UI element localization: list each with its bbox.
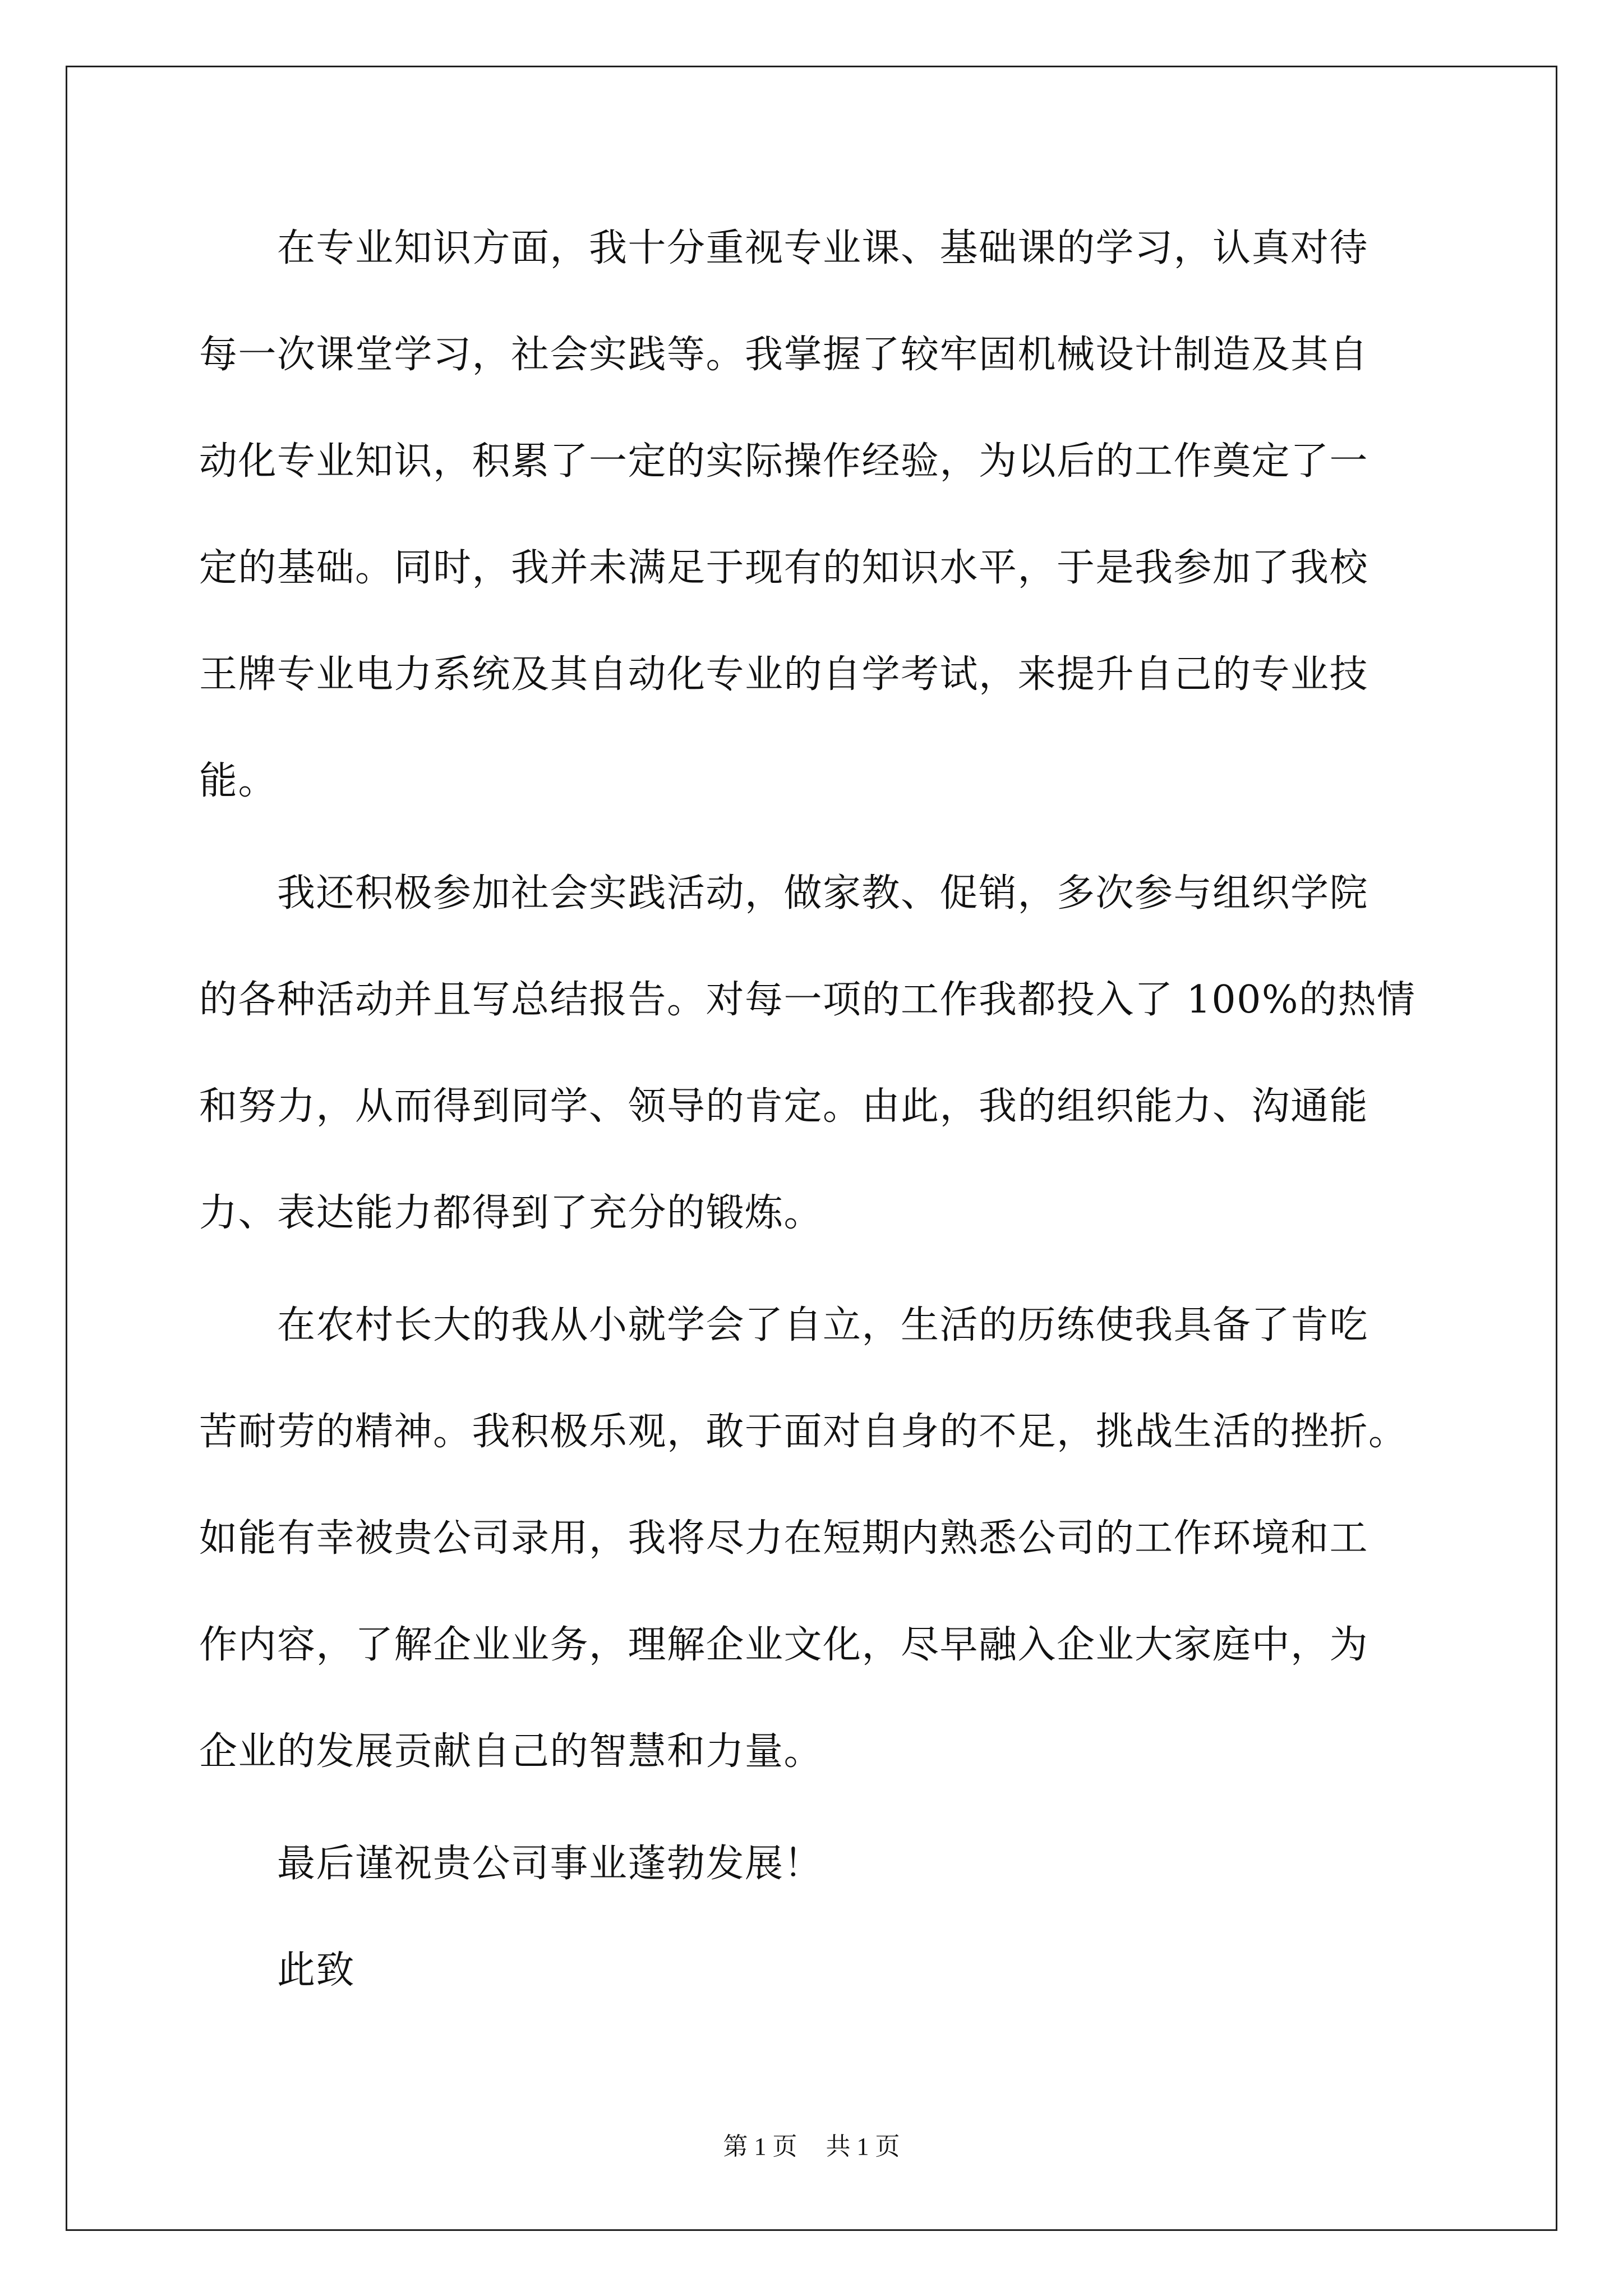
- paragraph-social-practice: [199, 867, 1433, 1240]
- paragraph-professional-knowledge: [199, 222, 1433, 808]
- page-number: 第 1 页: [723, 2133, 797, 2160]
- text-line: 作内容，了解企业业务，理解企业文化，尽早融入企业大家庭中，为: [199, 1623, 1369, 1667]
- text-line: 力、表达能力都得到了充分的锻炼。: [199, 1191, 823, 1235]
- text-line: 如能有幸被贵公司录用，我将尽力在短期内熟悉公司的工作环境和工: [199, 1516, 1369, 1561]
- text-line: 的各种活动并且写总结报告。对每一项的工作我都投入了 100%的热情: [199, 978, 1416, 1022]
- text-line: 企业的发展贡献自己的智慧和力量。: [199, 1729, 823, 1774]
- salutation: [199, 1944, 1433, 1997]
- text-line: 和努力，从而得到同学、领导的肯定。由此，我的组织能力、沟通能: [199, 1084, 1369, 1129]
- page-count: 共 1 页: [826, 2133, 900, 2160]
- text-line: 最后谨祝贵公司事业蓬勃发展！: [199, 1842, 823, 1886]
- letter-body: [199, 222, 1433, 1997]
- closing-wish: [199, 1837, 1433, 1890]
- text-line: 在专业知识方面，我十分重视专业课、基础课的学习，认真对待: [199, 226, 1369, 270]
- text-line: 苦耐劳的精神。我积极乐观，敢于面对自身的不足，挑战生活的挫折。: [199, 1410, 1408, 1454]
- paragraph-personal-qualities: [199, 1299, 1433, 1778]
- text-line: 动化专业知识，积累了一定的实际操作经验，为以后的工作奠定了一: [199, 439, 1369, 484]
- page-footer: [0, 2126, 1623, 2162]
- text-line: 此致: [199, 1948, 356, 1993]
- text-line: 能。: [199, 759, 278, 803]
- text-line: 每一次课堂学习，社会实践等。我掌握了较牢固机械设计制造及其自: [199, 333, 1369, 377]
- text-line: 在农村长大的我从小就学会了自立，生活的历练使我具备了肯吃: [199, 1303, 1369, 1347]
- text-line: 我还积极参加社会实践活动，做家教、促销，多次参与组织学院: [199, 871, 1369, 915]
- text-line: 定的基础。同时，我并未满足于现有的知识水平，于是我参加了我校: [199, 546, 1369, 590]
- text-line: 王牌专业电力系统及其自动化专业的自学考试，来提升自己的专业技: [199, 652, 1369, 697]
